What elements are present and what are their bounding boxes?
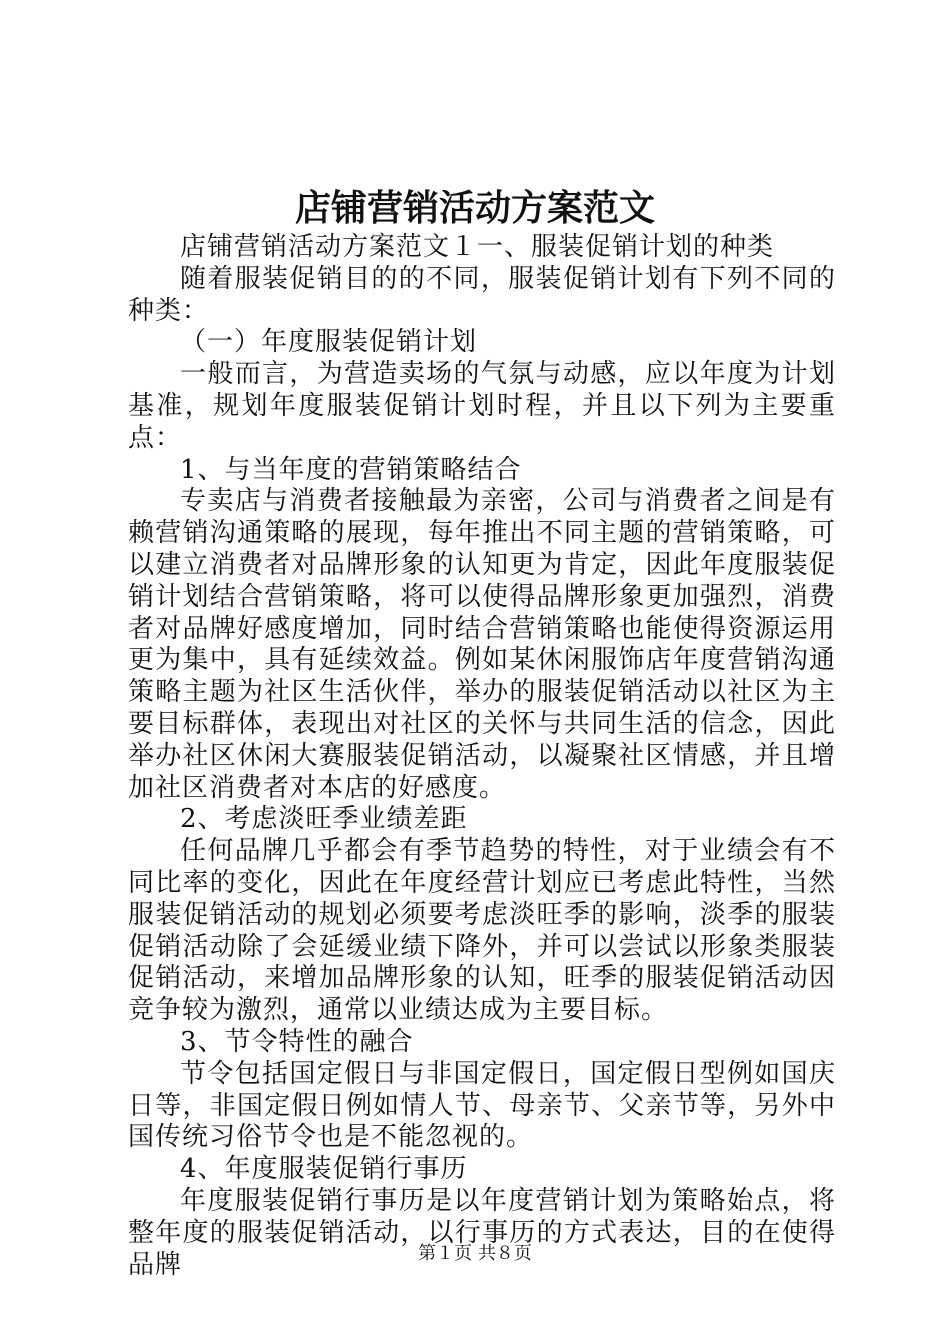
paragraph: 节令包括国定假日与非国定假日，国定假日型例如国庆日等，非国定假日例如情人节、母亲节、父亲节等，另外中国传统习俗节令也是不能忽视的。 (128, 1058, 836, 1153)
document-body (128, 232, 836, 1281)
paragraph: 一般而言，为营造卖场的气氛与动感，应以年度为计划基准，规划年度服装促销计划时程，并且以下列为主要重点： (128, 359, 836, 453)
section-heading: 3、节令特性的融合 (180, 1026, 414, 1057)
paragraph: 随着服装促销目的的不同，服装促销计划有下列不同的种类： (128, 263, 836, 326)
section-heading: 4、年度服装促销行事历 (180, 1154, 468, 1185)
section-heading: 1、与当年度的营销策略结合 (180, 454, 522, 485)
section-heading: 2、考虑淡旺季业绩差距 (180, 804, 468, 835)
paragraph: 任何品牌几乎都会有季节趋势的特性，对于业绩会有不同比率的变化，因此在年度经营计划应已考虑此特性，当然服装促销活动的规划必须要考虑淡旺季的影响，淡季的服装促销活动除了会延缓业绩下降外，并可以尝试以形象类服装促销活动，来增加品牌形象的认知，旺季的服装促销活动因竞争较为激烈，通常以业绩达成为主要目标。 (128, 836, 836, 1026)
section-heading: （一）年度服装促销计划 (180, 327, 478, 358)
page-number-footer: 第１页 共８页 (418, 1243, 532, 1264)
paragraph: 店铺营销活动方案范文１一、服装促销计划的种类 (180, 232, 775, 262)
document-title: 店铺营销活动方案范文 (294, 187, 655, 229)
paragraph: 年度服装促销行事历是以年度营销计划为策略始点，将整年度的服装促销活动，以行事历的方式表达，目的在使得品牌 (128, 1185, 836, 1280)
paragraph: 专卖店与消费者接触最为亲密，公司与消费者之间是有赖营销沟通策略的展现，每年推出不同主题的营销策略，可以建立消费者对品牌形象的认知更为肯定，因此年度服装促销计划结合营销策略，将可以使得品牌形象更加强烈，消费者对品牌好感度增加，同时结合营销策略也能使得资源运用更为集中，具有延续效益。例如某休闲服饰店年度营销沟通策略主题为社区生活伙伴，举办的服装促销活动以社区为主要目标群体，表现出对社区的关怀与共同生活的信念，因此举办社区休闲大赛服装促销活动，以凝聚社区情感，并且增加社区消费者对本店的好感度。 (128, 486, 836, 803)
